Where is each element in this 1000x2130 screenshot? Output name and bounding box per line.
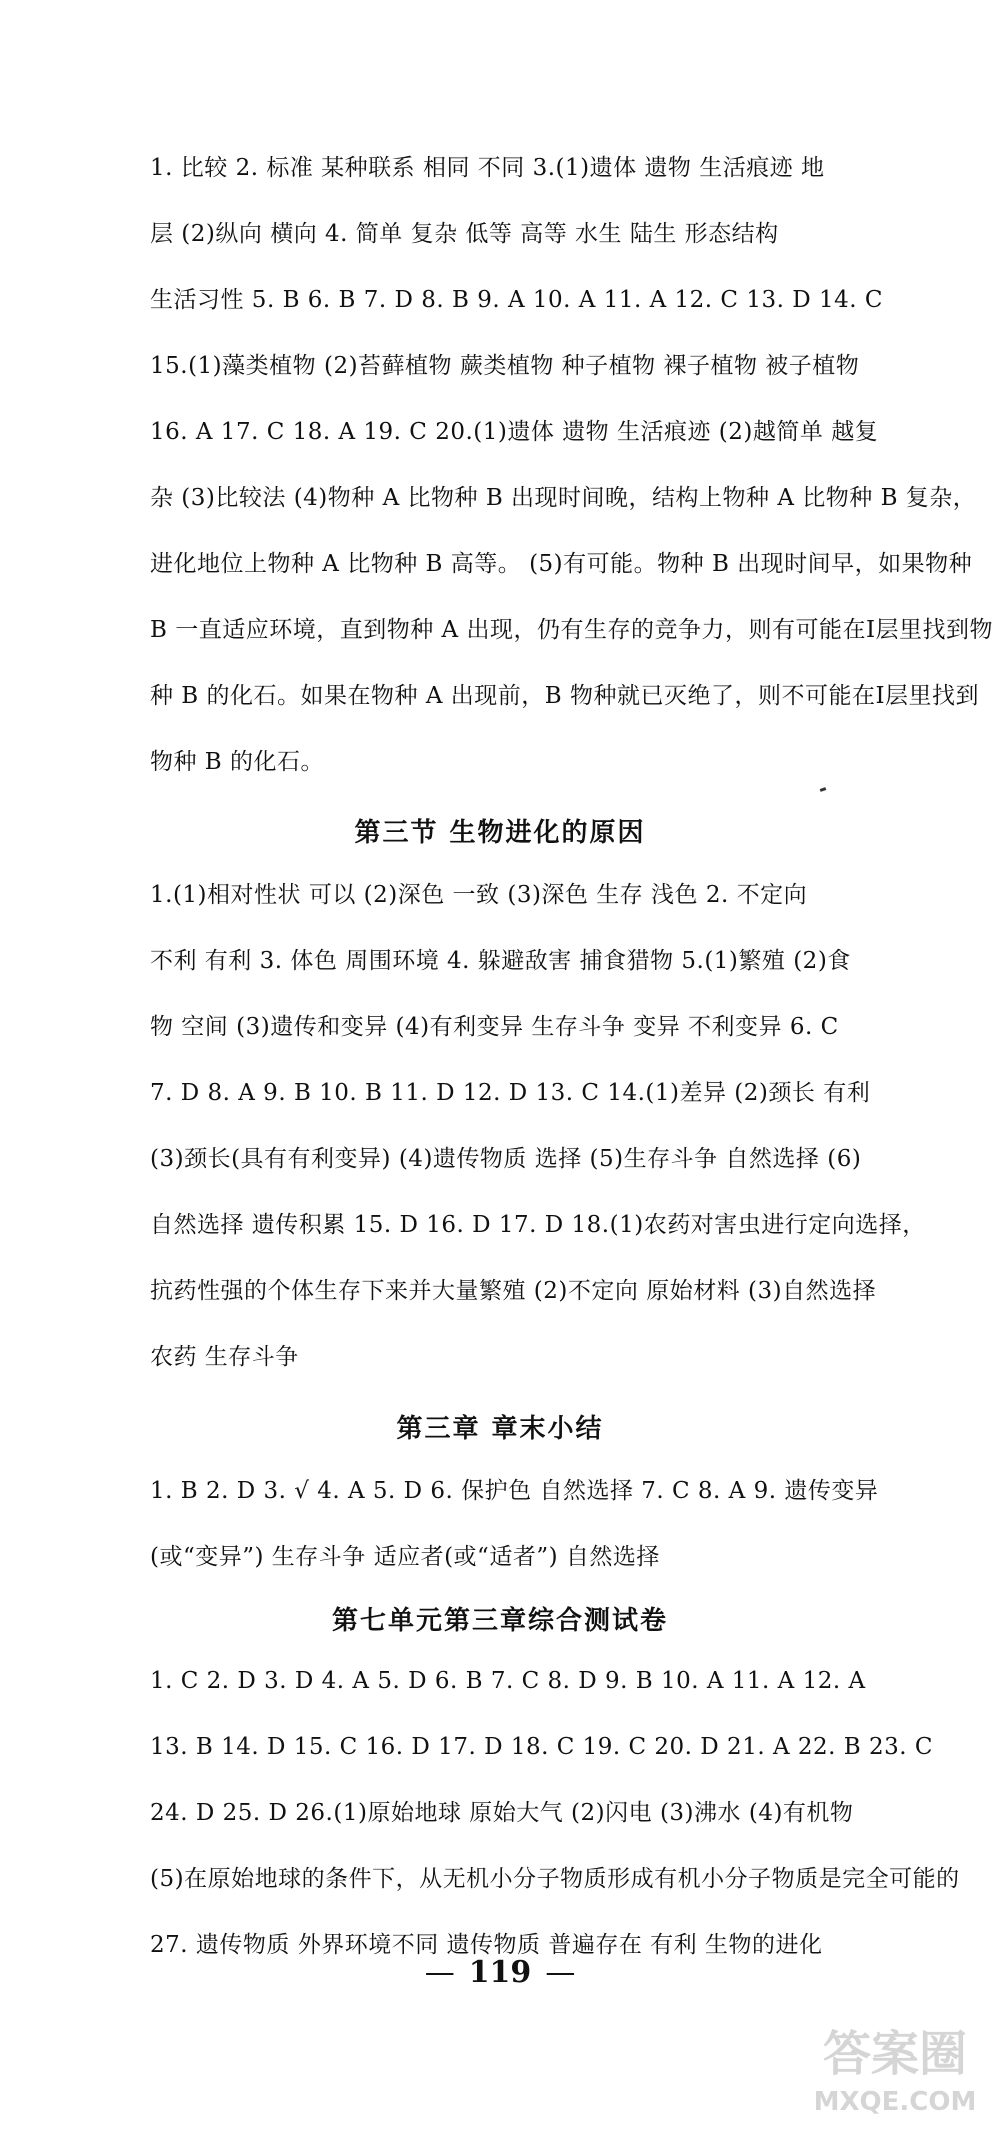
watermark-site-text: MXQE.COM — [813, 2087, 977, 2117]
answer-line: 27. 遗传物质 外界环境不同 遗传物质 普遍存在 有利 生物的进化 — [150, 1932, 823, 1958]
answer-block-comprehensive-test — [150, 1648, 960, 1978]
answer-line: 生活习性 5. B 6. B 7. D 8. B 9. A 10. A 11. A 12. C 13. D 14. C — [150, 287, 883, 313]
section-title-evolution-causes: 第三节 生物进化的原因 — [354, 818, 646, 848]
page-number-dash-left: — — [424, 1955, 455, 1990]
answer-line: 农药 生存斗争 — [150, 1344, 299, 1370]
answer-line: 16. A 17. C 18. A 19. C 20.(1)遗体 遗物 生活痕迹 (2)越简单 越复 — [150, 419, 879, 445]
answer-block-evolution-causes — [150, 862, 926, 1390]
answer-line: (或“变异”) 生存斗争 适应者(或“适者”) 自然选择 — [150, 1544, 660, 1570]
section-title-chapter-summary: 第三章 章末小结 — [396, 1414, 604, 1444]
answer-block-chapter-summary — [150, 1458, 910, 1590]
page-number-dash-right: — — [545, 1955, 576, 1990]
answer-line: 层 (2)纵向 横向 4. 简单 复杂 低等 高等 水生 陆生 形态结构 — [150, 221, 779, 247]
answer-line: (5)在原始地球的条件下，从无机小分子物质形成有机小分子物质是完全可能的 — [150, 1866, 960, 1892]
answer-line: 抗药性强的个体生存下来并大量繁殖 (2)不定向 原始材料 (3)自然选择 — [150, 1278, 877, 1304]
answer-line: 13. B 14. D 15. C 16. D 17. D 18. C 19. C 20. D 21. A 22. B 23. C — [150, 1734, 933, 1760]
answer-line: (3)颈长(具有有利变异) (4)遗传物质 选择 (5)生存斗争 自然选择 (6) — [150, 1146, 862, 1172]
answer-line: 物 空间 (3)遗传和变异 (4)有利变异 生存斗争 变异 不利变异 6. C — [150, 1014, 839, 1040]
page-number — [0, 1955, 1000, 1990]
answer-block-previous-section — [150, 135, 994, 795]
answer-line: 种 B 的化石。如果在物种 A 出现前，B 物种就已灭绝了，则不可能在Ⅰ层里找到 — [150, 683, 980, 709]
answer-line: 1.(1)相对性状 可以 (2)深色 一致 (3)深色 生存 浅色 2. 不定向 — [150, 882, 808, 908]
page-number-value: 119 — [468, 1955, 532, 1990]
answer-line: 24. D 25. D 26.(1)原始地球 原始大气 (2)闪电 (3)沸水 (4)有机物 — [150, 1800, 854, 1826]
answer-line: 1. 比较 2. 标准 某种联系 相同 不同 3.(1)遗体 遗物 生活痕迹 地 — [150, 155, 825, 181]
answer-line: 1. C 2. D 3. D 4. A 5. D 6. B 7. C 8. D 9. B 10. A 11. A 12. A — [150, 1668, 866, 1694]
answer-line: 杂 (3)比较法 (4)物种 A 比物种 B 出现时间晚，结构上物种 A 比物种 B 复杂， — [150, 485, 977, 511]
answer-line: 7. D 8. A 9. B 10. B 11. D 12. D 13. C 14.(1)差异 (2)颈长 有利 — [150, 1080, 871, 1106]
watermark-logo — [800, 2010, 990, 2120]
answer-line: 1. B 2. D 3. √ 4. A 5. D 6. 保护色 自然选择 7. C 8. A 9. 遗传变异 — [150, 1478, 879, 1504]
answer-line: B 一直适应环境，直到物种 A 出现，仍有生存的竞争力，则有可能在Ⅰ层里找到物 — [150, 617, 994, 643]
answer-line: 15.(1)藻类植物 (2)苔藓植物 蕨类植物 种子植物 裸子植物 被子植物 — [150, 353, 860, 379]
watermark-logo-text: 答案圈 — [822, 2026, 968, 2082]
answer-line: 进化地位上物种 A 比物种 B 高等。 (5)有可能。物种 B 出现时间早，如果物种 — [150, 551, 973, 577]
section-title-comprehensive-test: 第七单元第三章综合测试卷 — [331, 1606, 668, 1636]
answer-line: 自然选择 遗传积累 15. D 16. D 17. D 18.(1)农药对害虫进行定向选择， — [150, 1212, 926, 1238]
answer-line: 不利 有利 3. 体色 周围环境 4. 躲避敌害 捕食猎物 5.(1)繁殖 (2)食 — [150, 948, 851, 974]
answer-line: 物种 B 的化石。 — [150, 749, 325, 775]
